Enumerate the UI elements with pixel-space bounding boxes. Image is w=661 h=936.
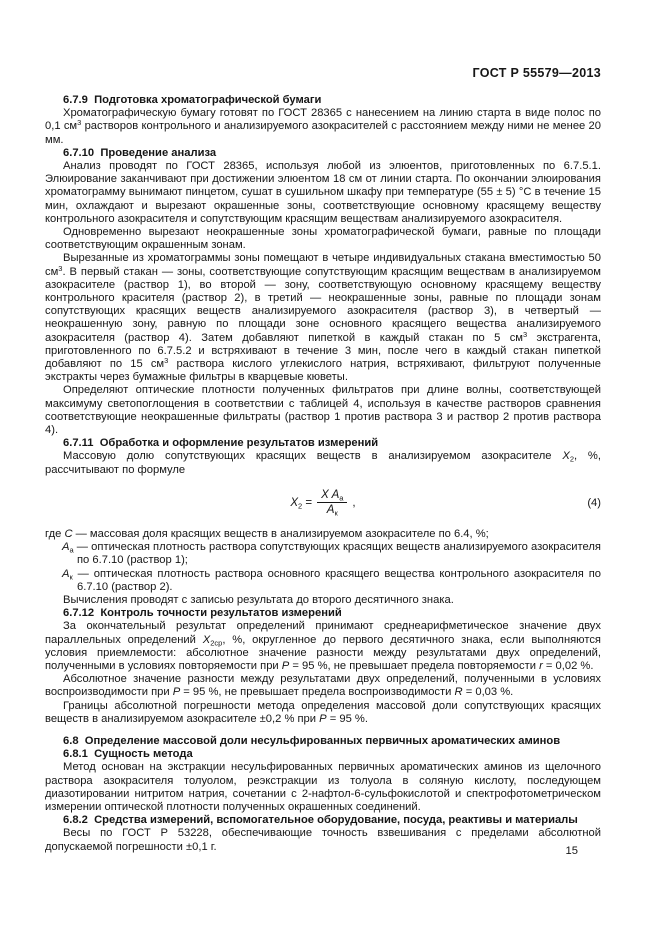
- paragraph: Одновременно вырезают неокрашенные зоны хроматографической бумаги, равные по площади соответствующим окрашенным зонам.: [45, 226, 601, 252]
- paragraph: Анализ проводят по ГОСТ 28365, используя любой из элюентов, приготовленных по 6.7.5.1. Элюирование заканчивают при достижении элюентом 18 см от линии старта. По окончании элюирования хроматограмму вынимают пинцетом, сушат в сушильном шкафу при температуре (55 ± 5) °С в течение 15 мин, охлаждают и вырезают окрашенные зоны, соответствующие основному красящему веществу контрольного азокрасителя и сопутствующим красящим веществам анализируемого азокрасителя.: [45, 160, 601, 225]
- section-heading-6-8-2: 6.8.2 Средства измерений, вспомогательное оборудование, посуда, реактивы и материалы: [63, 814, 578, 827]
- paragraph: Границы абсолютной погрешности метода определения массовой доли сопутствующих красящих веществ в анализируемом азокрасителе ±0,2 % при P = 95 %.: [45, 699, 601, 725]
- paragraph: Хроматографическую бумагу готовят по ГОСТ 28365 с нанесением на линию старта в виде полос по 0,1 $см^3$ растворов контрольного и анализируемого азокрасителей с расстоянием между ними не менее 20 мм.: [45, 107, 601, 146]
- formula-4: [45, 484, 601, 522]
- paragraph: Весы по ГОСТ Р 53228, обеспечивающие точность взвешивания с пределами абсолютной допускаемой погрешности ±0,1 г.: [45, 827, 601, 853]
- paragraph: За окончательный результат определений принимают среднеарифметическое значение двух параллельных определений $X_{2ср}$, %, округленное до первого десятичного знака, если выполняются условия приемлемости: абсолютное значение разности между результатами двух определений, полученными в условиях повторяемости при P = 95 %, не превышает предела повторяемости r = 0,02 %.: [45, 620, 601, 672]
- paragraph: Абсолютное значение разности между результатами двух определений, полученными в условиях воспроизводимости при P = 95 %, не превышает предела воспроизводимости R = 0,03 %.: [45, 673, 601, 699]
- formula-lhs: $X_2$ =: [290, 496, 313, 511]
- formula-denominator: $A_к$: [326, 504, 338, 518]
- paragraph: Массовую долю сопутствующих красящих веществ в анализируемом азокрасителе $X_2$, %, рассчитывают по формуле: [45, 450, 601, 476]
- formula-fraction: [317, 489, 347, 516]
- section-heading-6-7-12: 6.7.12 Контроль точности результатов измерений: [63, 607, 342, 620]
- section-heading-6-7-10: 6.7.10 Проведение анализа: [63, 146, 217, 159]
- paragraph: Метод основан на экстракции несульфированных первичных ароматических аминов из щелочного раствора азокрасителя толуолом, реэкстракции из толуола в соляную кислоту, последующем диазотировании нитритом натрия, сочетании с 2-нафтол-6-сульфокислотой и спектрофотометрическом измерении оптической плотности полученных окрашенных соединений.: [45, 761, 601, 813]
- formula-number: (4): [587, 496, 601, 509]
- paragraph: Вычисления проводят с записью результата до второго десятичного знака.: [63, 593, 454, 606]
- section-heading-6-8: 6.8 Определение массовой доли несульфированных первичных ароматических аминов: [63, 734, 561, 747]
- definition-c: где C — массовая доля красящих веществ в анализируемом азокрасителе по 6.4, %;: [45, 527, 489, 540]
- definition-a-k: $A_к$ — оптическая плотность раствора основного красящего вещества контрольного азокрасителя по 6.7.10 (раствор 2).: [62, 567, 601, 593]
- page-content: [45, 60, 601, 854]
- section-heading-6-7-9: 6.7.9 Подготовка хроматографической бумаги: [63, 94, 322, 106]
- definition-a-a: $A_а$ — оптическая плотность раствора сопутствующих красящих веществ анализируемого азокрасителя по 6.7.10 (раствор 1);: [62, 541, 601, 567]
- paragraph: Определяют оптические плотности полученных фильтратов при длине волны, соответствующей максимуму светопоглощения в соответствии с таблицей 4, используя в качестве растворов сравнения соответствующие неокрашенные фильтраты (раствор 1 против раствора 3 и раствор 2 против раствора 4).: [45, 384, 601, 437]
- page-number: 15: [565, 845, 578, 857]
- section-heading-6-7-11: 6.7.11 Обработка и оформление результатов измерений: [63, 437, 379, 450]
- formula-expression: [290, 489, 355, 516]
- document-code-header: ГОСТ Р 55579—2013: [472, 66, 601, 80]
- formula-numerator: X $A_а$: [317, 489, 347, 503]
- paragraph: Вырезанные из хроматограммы зоны помещают в четыре индивидуальных стакана вместимостью 50 $см^3$. В первый стакан — зоны, соответствующие сопутствующим красящим веществам в анализируемом азокрасителе (раствор 1), во второй — зону, соответствующую основному красящему веществу контрольного красителя (раствор 2), в третий — неокрашенные зоны, равные по площади зонам сопутствующих красящих веществ анализируемого азокрасителя (раствор 3), в четвертый — неокрашенную зону, равную по площади зоне основного красящего вещества анализируемого азокрасителя (раствор 4). Затем добавляют пипеткой в каждый стакан по 5 $см^3$ экстрагента, приготовленного по 6.7.5.2 и встряхивают в течение 3 мин, после чего в каждый стакан пипеткой добавляют по 15 $см^3$ раствора кислого углекислого натрия, встряхивают, фильтруют полученные экстракты через бумажные фильтры в кварцевые кюветы.: [45, 252, 602, 384]
- section-heading-6-8-1: 6.8.1 Сущность метода: [63, 748, 193, 761]
- formula-comma: ,: [352, 496, 356, 509]
